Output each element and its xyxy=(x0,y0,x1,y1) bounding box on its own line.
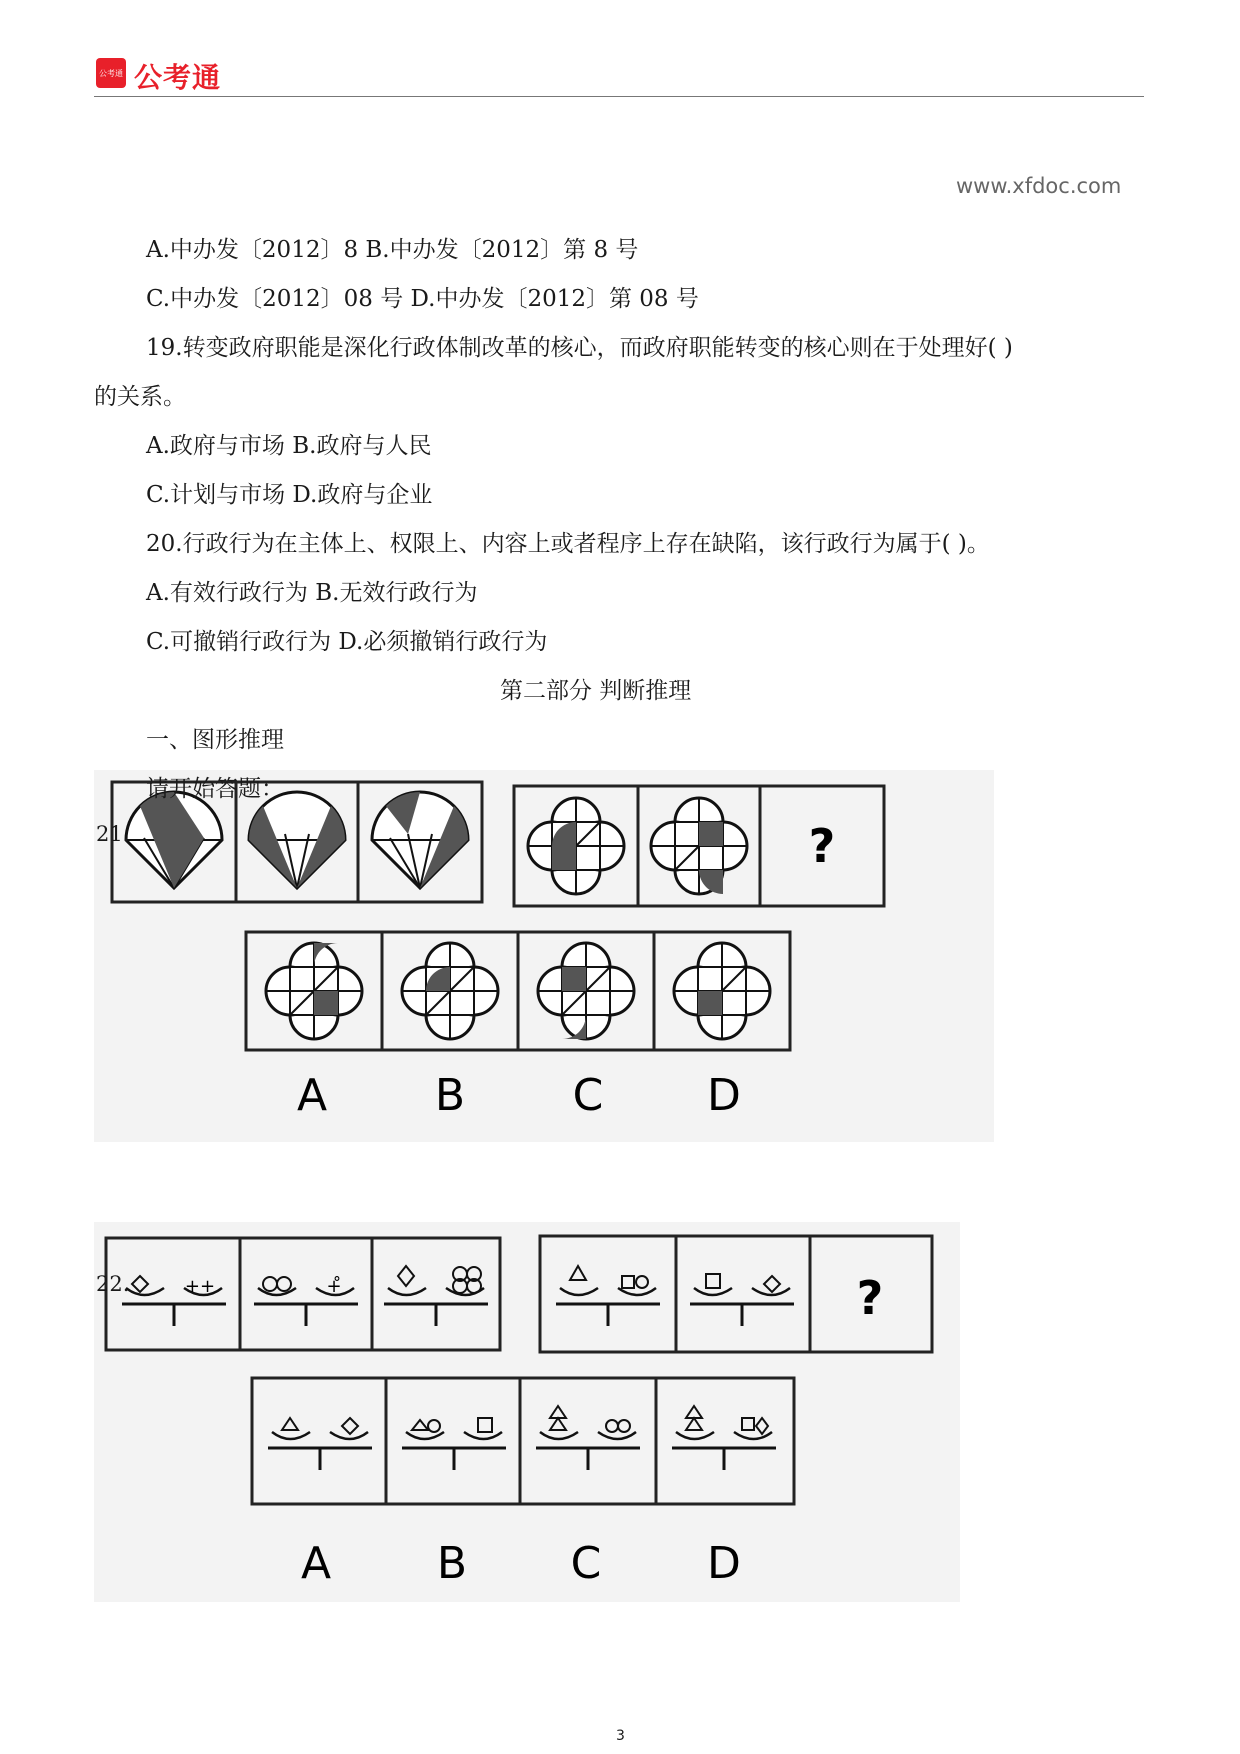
q19-stem: 19.转变政府职能是深化行政体制改革的核心，而政府职能转变的核心则在于处理好( ) xyxy=(146,335,1013,361)
page-number: 3 xyxy=(616,1728,625,1744)
parachute-figure-2 xyxy=(249,792,345,888)
sub-title: 一、图形推理 xyxy=(146,727,284,753)
q21-option-b-label: B xyxy=(434,1070,466,1121)
q22-option-a-figure xyxy=(268,1418,372,1470)
scale-figure-2 xyxy=(254,1276,358,1326)
q19-options-cd: C.计划与市场 D.政府与企业 xyxy=(146,482,433,508)
q22-option-b-label: B xyxy=(436,1538,468,1589)
logo-badge: 公考通 xyxy=(96,58,126,88)
q22-option-c-label: C xyxy=(570,1538,602,1589)
parachute-figure-1 xyxy=(126,792,222,888)
q22-option-d-figure xyxy=(672,1406,776,1470)
logo-text: 公考通 xyxy=(134,61,222,94)
q21-option-a-label: A xyxy=(296,1070,328,1121)
clover-figure-2 xyxy=(651,798,747,894)
site-url: www.xfdoc.com xyxy=(956,174,1122,198)
q21-option-c-figure xyxy=(538,943,634,1039)
q20-stem: 20.行政行为在主体上、权限上、内容上或者程序上存在缺陷，该行政行为属于( )。 xyxy=(146,531,990,557)
q21-option-c-label: C xyxy=(572,1070,604,1121)
q22-option-c-figure xyxy=(536,1406,640,1470)
q21-figure xyxy=(94,770,994,1142)
q19-options-ab: A.政府与市场 B.政府与人民 xyxy=(146,433,432,459)
q22-number: 22. xyxy=(96,1272,130,1296)
q21-option-d-label: D xyxy=(707,1070,741,1121)
scale-figure-4 xyxy=(556,1266,660,1326)
q22-option-b-figure xyxy=(402,1418,506,1470)
q22-figure-svg xyxy=(94,1222,960,1602)
header-divider xyxy=(94,96,1144,97)
q18-options-ab: A.中办发〔2012〕8 B.中办发〔2012〕第 8 号 xyxy=(146,237,639,263)
q21-question-mark: ? xyxy=(808,819,836,873)
part-title: 第二部分 判断推理 xyxy=(500,678,692,704)
q22-question-mark: ? xyxy=(856,1271,884,1325)
parachute-figure-3 xyxy=(372,792,468,888)
scale-figure-5 xyxy=(690,1274,794,1326)
q21-number: 21. xyxy=(96,822,130,846)
scale-figure-1 xyxy=(122,1276,226,1326)
q20-options-cd: C.可撤销行政行为 D.必须撤销行政行为 xyxy=(146,629,548,655)
svg-text:++: ++ xyxy=(184,1276,216,1297)
q22-option-a-label: A xyxy=(300,1538,332,1589)
scale-figure-3 xyxy=(384,1266,488,1326)
instruction: 请开始答题： xyxy=(146,776,284,802)
q20-options-ab: A.有效行政行为 B.无效行政行为 xyxy=(146,580,478,606)
clover-figure-1 xyxy=(528,798,624,894)
q22-option-d-label: D xyxy=(707,1538,741,1589)
q19-stem-continued: 的关系。 xyxy=(94,384,186,410)
q22-figure xyxy=(94,1222,960,1602)
q21-option-d-figure xyxy=(674,943,770,1039)
svg-text:+̊: +̊ xyxy=(326,1276,342,1297)
q21-figure-svg xyxy=(94,770,994,1142)
q18-options-cd: C.中办发〔2012〕08 号 D.中办发〔2012〕第 08 号 xyxy=(146,286,699,312)
q21-option-b-figure xyxy=(402,943,498,1039)
q21-option-a-figure xyxy=(266,943,362,1039)
